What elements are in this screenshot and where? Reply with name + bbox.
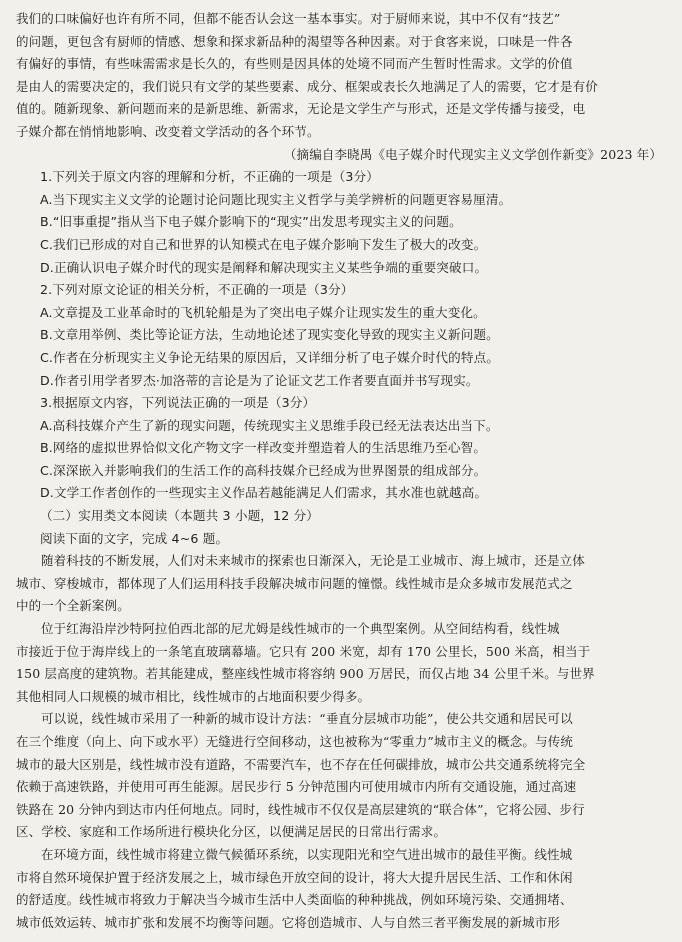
question-stem: 1.下列关于原文内容的理解和分析，不正确的一项是（3分）: [39, 169, 380, 185]
passage-line: 在环境方面，线性城市将建立微气候循环系统，以实现阳光和空气进出城市的最佳平衡。线性城: [41, 846, 573, 862]
passage-1: [16, 8, 668, 144]
passage-line: 城市、穿梭城市，都体现了人们运用科技手段解决城市问题的憧憬。线性城市是众多城市发展范式之: [16, 575, 573, 591]
passage-line: 随着科技的不断发展，人们对未来城市的探索也日渐深入，无论是工业城市、海上城市，还是立体: [41, 553, 585, 569]
question-option: C.我们已形成的对自己和世界的认知模式在电子媒介影响下发生了极大的改变。: [39, 236, 487, 252]
passage-line: 铁路在 20 分钟内到达市内任何地点。同时，线性城市不仅仅是高层建筑的“联合体”，它将公园、步行: [16, 801, 585, 817]
passage-line: 区、学校、家庭和工作场所进行模块化分区，以便满足居民的日常出行需求。: [16, 824, 447, 840]
passage-line: 中的一个全新案例。: [16, 598, 130, 614]
passage-line: 在三个维度（向上、向下或水平）无缝进行空间移动，这也被称为“零重力”城市主义的概念。与传统: [16, 734, 574, 749]
passage-line: 城市的最大区别是，线性城市没有道路，不需要汽车，也不存在任何碳排放，城市公共交通系统将完全: [16, 756, 586, 772]
question-option: A.高科技媒介产生了新的现实问题，传统现实主义思维手段已经无法表达出当下。: [39, 417, 499, 433]
questions: [16, 166, 668, 505]
question-option: A.文章提及工业革命时的飞机轮船是为了突出电子媒介让现实发生的重大变化。: [39, 304, 486, 320]
passage-line: 可以说，线性城市采用了一种新的城市设计方法：“垂直分层城市功能”，使公共交通和居民可以: [41, 711, 573, 727]
passage-line: 市将自然环境保护置于经济发展之上，城市绿色开放空间的设计，将大大提升居民生活、工作和休闲: [16, 869, 573, 885]
passage-line: 城市低效运转、城市扩张和发展不均衡等问题。它将创造城市、人与自然三者平衡发展的新城市形: [16, 914, 560, 930]
question-stem: 3.根据原文内容，下列说法正确的一项是（3分）: [39, 395, 316, 411]
question-option: D.正确认识电子媒介时代的现实是阐释和解决现实主义某些争端的重要突破口。: [39, 259, 488, 275]
question-option: C.作者在分析现实主义争论无结果的原因后，又详细分析了电子媒介时代的特点。: [39, 349, 500, 365]
passage-line: 位于红海沿岸沙特阿拉伯西北部的尼尤姆是线性城市的一个典型案例。从空间结构看，线性城: [41, 621, 560, 637]
passage-line: 依赖于高速铁路，并使用可再生能源。居民步行 5 分钟范围内可使用城市内所有交通设施，通过高速: [16, 779, 577, 795]
passage-line: 150 层高度的建筑物。若其能建成，整座线性城市将容纳 900 万居民，而仅占地 34 公里千米。与世界: [16, 666, 595, 682]
question-stem: 2.下列对原文论证的相关分析，不正确的一项是（3分）: [39, 282, 354, 298]
question-option: A.当下现实主义文学的论题讨论问题比现实主义哲学与美学辨析的问题更容易厘清。: [39, 191, 512, 207]
source-citation: （摘编自李晓禺《电子媒介时代现实主义文学创作新变》2023 年）: [283, 146, 662, 162]
passage-line: 的问题，更包含有厨师的情感、想象和探求新品种的渴望等各种因素。对于食客来说，口味是一件各: [16, 33, 573, 49]
passage-line: 市接近于位于海岸线上的一条笔直玻璃幕墙。它只有 200 米宽，却有 170 公里长，500 米高，相当于: [16, 643, 591, 659]
question-option: B.网络的虚拟世界恰似文化产物文字一样改变并塑造着人的生活思维乃至心智。: [39, 440, 487, 456]
passage-line: 我们的口味偏好也许有所不同，但都不能否认会这一基本事实。对于厨师来说，其中不仅有“技艺”: [16, 11, 561, 26]
question-option: C.深深嵌入并影响我们的生活工作的高科技媒介已经成为世界图景的组成部分。: [39, 462, 487, 478]
passage-line: 值的。随新现象、新问题而来的是新思维、新需求，无论是文学生产与形式，还是文学传播与接受，电: [16, 101, 586, 117]
passage-line: 的舒适度。线性城市将致力于解决当今城市生活中人类面临的种种挑战，例如环境污染、交通拥堵、: [16, 892, 573, 908]
passage-2: [16, 550, 668, 934]
question-option: B.文章用举例、类比等论证方法，生动地论述了现实变化导致的现实主义新问题。: [39, 327, 499, 343]
passage-line: 是由人的需要决定的，我们说只有文学的某些要素、成分、框架或表长久地满足了人的需要，它才是有价: [16, 78, 598, 94]
question-option: D.作者引用学者罗杰·加洛蒂的言论是为了论证文艺工作者要直面并书写现实。: [39, 372, 479, 388]
passage-line: 有偏好的事情，有些味需需求是长久的，有些则是因具体的处境不同而产生暂时性需求。文学的价值: [16, 56, 573, 72]
question-option: B.“旧事重提”指从当下电子媒介影响下的“现实”出发思考现实主义的问题。: [39, 214, 462, 230]
section-instruction: 阅读下面的文字，完成 4~6 题。: [39, 530, 229, 546]
question-option: D.文学工作者创作的一些现实主义作品若越能满足人们需求，其水准也就越高。: [39, 485, 488, 501]
passage-line: 其他相同人口规模的城市相比，线性城市的占地面积要少得多。: [16, 688, 371, 704]
passage-line: 子媒介都在悄悄地影响、改变着文学活动的各个环节。: [16, 123, 320, 139]
section-heading: （二）实用类文本阅读（本题共 3 小题，12 分）: [39, 508, 320, 524]
